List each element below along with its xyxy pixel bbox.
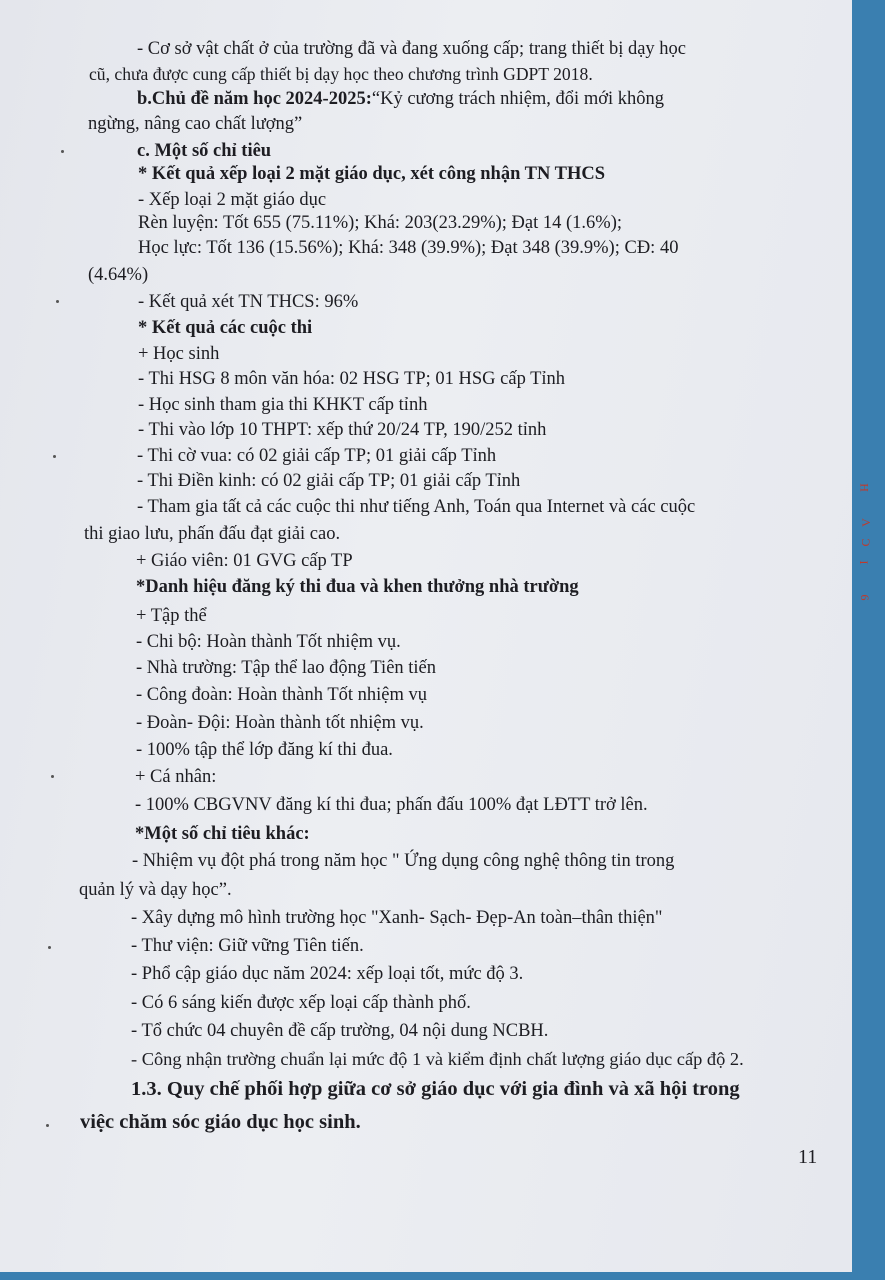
text-line: - Thi Điền kinh: có 02 giải cấp TP; 01 giải cấp Tỉnh [137,471,521,491]
margin-mark [61,150,64,153]
text-line: (4.64%) [88,265,149,285]
text-line: - Công đoàn: Hoàn thành Tốt nhiệm vụ [136,685,427,705]
text-line: - Có 6 sáng kiến được xếp loại cấp thành phố. [131,993,471,1013]
text-line: - Học sinh tham gia thi KHKT cấp tỉnh [138,395,428,415]
text-line: - Đoàn- Đội: Hoàn thành tốt nhiệm vụ. [136,713,424,733]
text-line: - Tham gia tất cả các cuộc thi như tiếng Anh, Toán qua Internet và các cuộc [137,497,696,517]
text-line: - Thư viện: Giữ vững Tiên tiến. [131,936,364,956]
section-b-heading [137,88,664,110]
text-line: - Kết quả xét TN THCS: 96% [138,292,359,312]
text-line: - Thi vào lớp 10 THPT: xếp thứ 20/24 TP, 190/252 tỉnh [138,420,547,440]
text-line: - Xếp loại 2 mặt giáo dục [138,190,327,210]
subheading: *Danh hiệu đăng ký thi đua và khen thưởng nhà trường [136,577,579,597]
text-line: - Xây dựng mô hình trường học "Xanh- Sạch- Đẹp-An toàn–thân thiện" [131,908,663,928]
margin-mark [48,946,51,949]
text-line: - Thi cờ vua: có 02 giải cấp TP; 01 giải cấp Tỉnh [137,446,497,466]
margin-mark [53,455,56,458]
text-line: ngừng, nâng cao chất lượng” [88,114,303,134]
section-b-label: b.Chủ đề năm học 2024-2025: [137,89,372,109]
text-line: + Giáo viên: 01 GVG cấp TP [136,551,353,571]
margin-mark [56,300,59,303]
text-line: cũ, chưa được cung cấp thiết bị dạy học theo chương trình GDPT 2018. [89,64,593,84]
bleed-through-mark: I [856,560,871,565]
bleed-through-mark: H [856,483,871,492]
text-line: - Chi bộ: Hoàn thành Tốt nhiệm vụ. [136,632,401,652]
text-line: thi giao lưu, phấn đấu đạt giải cao. [84,524,341,544]
text-line: quản lý và dạy học”. [79,880,232,900]
text-line: + Học sinh [138,344,220,364]
text-line: - Công nhận trường chuẩn lại mức độ 1 và kiểm định chất lượng giáo dục cấp độ 2. [131,1049,744,1069]
text-line: - Nhiệm vụ đột phá trong năm học " Ứng dụng công nghệ thông tin trong [132,851,675,871]
text-line: - Tổ chức 04 chuyên đề cấp trường, 04 nội dung NCBH. [131,1021,549,1041]
bleed-through-mark: V [858,518,873,527]
subheading: * Kết quả các cuộc thi [138,318,313,338]
section-1-3-heading: 1.3. Quy chế phối hợp giữa cơ sở giáo dục với gia đình và xã hội trong [131,1078,740,1100]
margin-mark [51,775,54,778]
text-line: Học lực: Tốt 136 (15.56%); Khá: 348 (39.9%); Đạt 348 (39.9%); CĐ: 40 [138,238,679,258]
text-line: - Nhà trường: Tập thể lao động Tiên tiến [136,658,437,678]
section-b-theme: “Kỷ cương trách nhiệm, đổi mới không [371,89,665,109]
margin-mark [46,1124,49,1127]
page-number: 11 [798,1146,818,1168]
text-line: + Cá nhân: [135,767,217,787]
text-line: Rèn luyện: Tốt 655 (75.11%); Khá: 203(23.29%); Đạt 14 (1.6%); [138,213,622,233]
text-line: - Thi HSG 8 môn văn hóa: 02 HSG TP; 01 HSG cấp Tỉnh [138,369,566,389]
text-line: - Cơ sở vật chất ở của trường đã và đang xuống cấp; trang thiết bị dạy học [137,39,687,59]
text-line: - 100% tập thể lớp đăng kí thi đua. [136,740,393,760]
text-line: + Tập thể [136,606,207,626]
section-1-3-heading-cont: việc chăm sóc giáo dục học sinh. [80,1111,361,1133]
subheading: * Kết quả xếp loại 2 mặt giáo dục, xét công nhận TN THCS [138,164,606,184]
text-line: - Phổ cập giáo dục năm 2024: xếp loại tốt, mức độ 3. [131,964,524,984]
text-line: - 100% CBGVNV đăng kí thi đua; phấn đấu 100% đạt LĐTT trở lên. [135,795,648,815]
bleed-through-mark: 9 [857,594,872,601]
subheading: *Một số chỉ tiêu khác: [135,824,310,844]
bleed-through-mark: C [858,538,873,547]
section-c-heading: c. Một số chỉ tiêu [137,141,272,161]
